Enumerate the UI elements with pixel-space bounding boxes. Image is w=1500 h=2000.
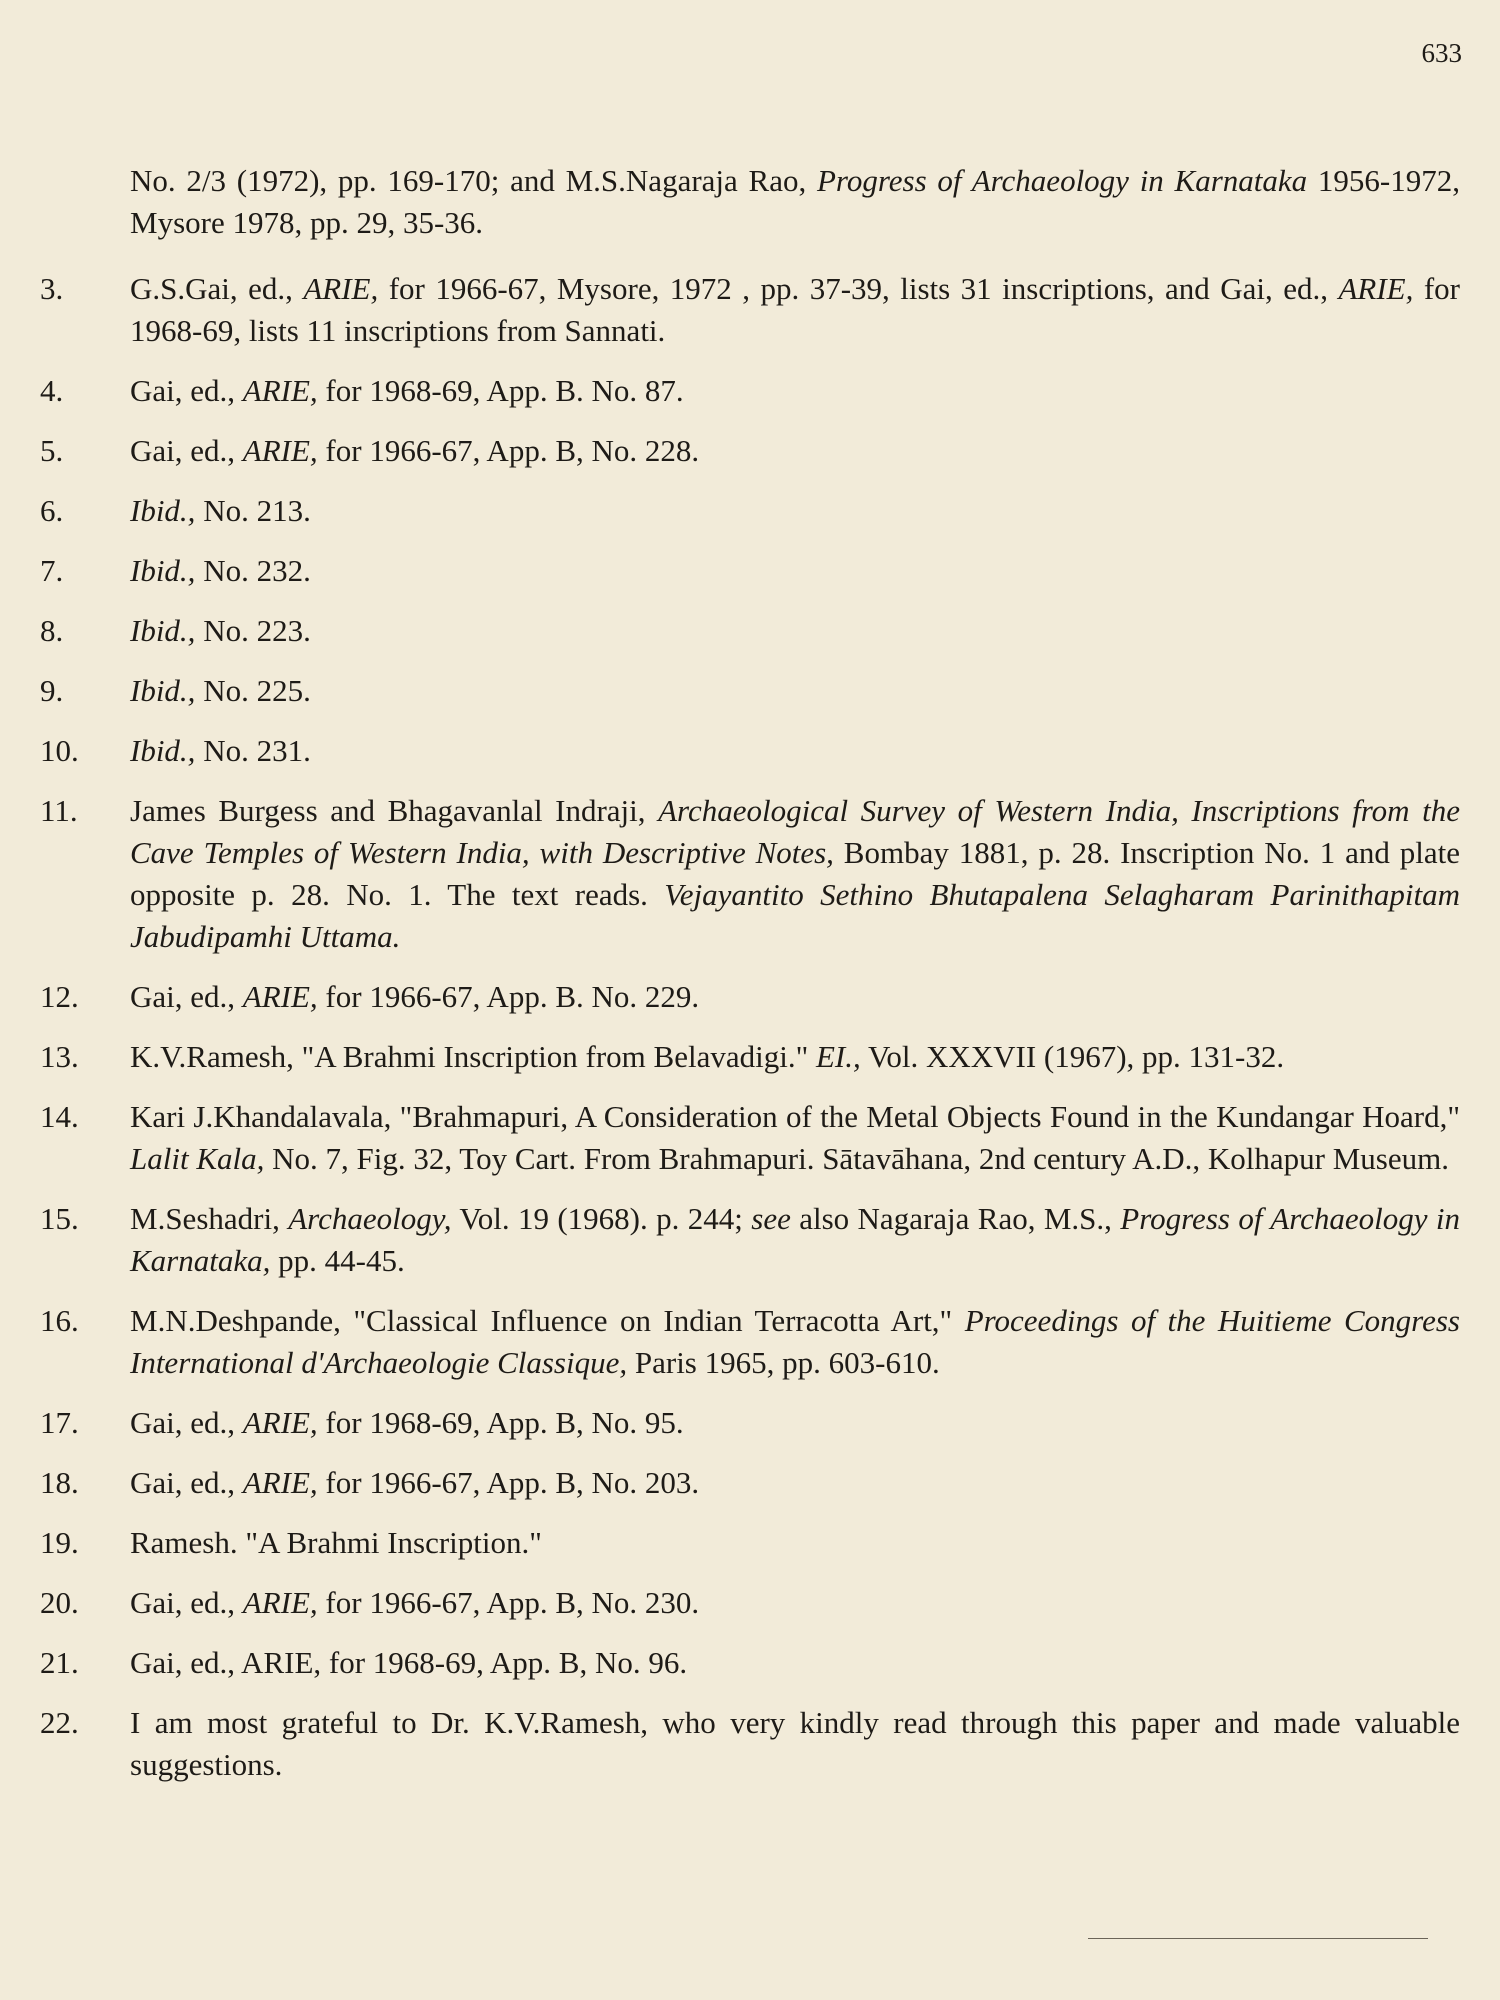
italic-text: Progress of Archaeology in Karnataka	[816, 163, 1308, 198]
text-run: pp. 44-45.	[270, 1243, 405, 1278]
endnote-continuation	[40, 160, 1460, 244]
text-run: 1956-1972, Mysore 1978, pp. 29, 35-36.	[130, 163, 1460, 240]
endnote-list	[40, 268, 1460, 1786]
text-run: for 1966-67, App. B. No. 229.	[317, 979, 700, 1014]
italic-text: Ibid.,	[130, 673, 196, 708]
endnote-number: 8.	[40, 613, 64, 648]
text-run: M.N.Deshpande, "Classical Influence on Indian Terracotta Art,"	[130, 1303, 965, 1338]
italic-text: Proceedings of the Huitieme Congress International d'Archaeologie Classique,	[130, 1303, 1460, 1380]
endnote-text	[130, 1582, 1460, 1624]
text-run: for 1968-69, App. B. No. 87.	[317, 373, 684, 408]
italic-text: Progress of Archaeology in Karnataka,	[130, 1201, 1461, 1278]
endnote-number: 18.	[40, 1465, 79, 1500]
text-run: M.Seshadri,	[130, 1201, 289, 1236]
text-run: Paris 1965, pp. 603-610.	[627, 1345, 940, 1380]
text-run: Gai, ed.,	[130, 1465, 243, 1500]
endnote-text	[130, 790, 1460, 958]
italic-text: see	[751, 1201, 791, 1236]
footnote-rule	[1088, 1938, 1428, 1939]
endnote-text	[130, 670, 1460, 712]
text-run: Gai, ed., ARIE, for 1968-69, App. B, No. 96.	[130, 1645, 688, 1680]
text-run: James Burgess and Bhagavanlal Indraji,	[130, 793, 659, 828]
text-run: No. 7, Fig. 32, Toy Cart. From Brahmapuri. Sātavāhana, 2nd century A.D., Kolhapur Museum.	[264, 1141, 1449, 1176]
endnote-text	[130, 1702, 1460, 1786]
endnote-text	[40, 160, 1460, 244]
text-run: also Nagaraja Rao, M.S.,	[790, 1201, 1121, 1236]
endnote-number: 10.	[40, 733, 79, 768]
text-run: for 1966-67, App. B, No. 203.	[317, 1465, 700, 1500]
italic-text: Lalit Kala,	[130, 1141, 265, 1176]
page-number: 633	[1421, 38, 1462, 68]
endnote-text	[130, 1462, 1460, 1504]
italic-text: Ibid.,	[130, 553, 196, 588]
endnote-number: 22.	[40, 1705, 79, 1740]
endnote-number: 5.	[40, 433, 64, 468]
endnote-text	[130, 1300, 1460, 1384]
endnote-19	[40, 1522, 1460, 1564]
endnote-text	[130, 1198, 1460, 1282]
text-run: for 1968-69, lists 11 inscriptions from Sannati.	[130, 271, 1460, 348]
endnote-13	[40, 1036, 1460, 1078]
text-run: for 1966-67, App. B, No. 228.	[317, 433, 700, 468]
endnote-text	[130, 268, 1460, 352]
italic-text: Archaeology,	[288, 1201, 452, 1236]
endnote-21	[40, 1642, 1460, 1684]
endnote-number: 21.	[40, 1645, 79, 1680]
endnote-4	[40, 370, 1460, 412]
italic-text: ARIE,	[242, 373, 318, 408]
endnote-text	[130, 490, 1460, 532]
endnote-6	[40, 490, 1460, 532]
endnote-number: 6.	[40, 493, 64, 528]
text-run: I am most grateful to Dr. K.V.Ramesh, who very kindly read through this paper and made valuable suggestions.	[130, 1705, 1460, 1782]
endnote-17	[40, 1402, 1460, 1444]
italic-text: ARIE,	[1338, 271, 1414, 306]
endnote-3	[40, 268, 1460, 352]
text-run: Vol. XXXVII (1967), pp. 131-32.	[860, 1039, 1285, 1074]
endnote-number: 15.	[40, 1201, 79, 1236]
italic-text: ARIE,	[242, 1585, 318, 1620]
italic-text: EI.,	[815, 1039, 861, 1074]
endnote-text	[130, 730, 1460, 772]
endnote-number: 11.	[40, 793, 78, 828]
text-run: G.S.Gai, ed.,	[130, 271, 304, 306]
endnote-20	[40, 1582, 1460, 1624]
italic-text: ARIE,	[242, 1465, 318, 1500]
endnote-number: 3.	[40, 271, 64, 306]
endnote-number: 14.	[40, 1099, 79, 1134]
text-run: for 1966-67, Mysore, 1972 , pp. 37-39, lists 31 inscriptions, and Gai, ed.,	[378, 271, 1339, 306]
endnote-16	[40, 1300, 1460, 1384]
italic-text: Ibid.,	[130, 493, 196, 528]
endnote-text	[130, 610, 1460, 652]
endnote-number: 16.	[40, 1303, 79, 1338]
endnote-11	[40, 790, 1460, 958]
endnote-15	[40, 1198, 1460, 1282]
endnote-14	[40, 1096, 1460, 1180]
endnote-text	[130, 430, 1460, 472]
italic-text: ARIE,	[303, 271, 379, 306]
endnote-10	[40, 730, 1460, 772]
endnote-12	[40, 976, 1460, 1018]
text-run: Gai, ed.,	[130, 1405, 243, 1440]
endnote-number: 9.	[40, 673, 64, 708]
italic-text: Ibid.,	[130, 733, 196, 768]
endnotes	[40, 160, 1460, 1804]
endnote-number: 13.	[40, 1039, 79, 1074]
text-run: No. 2/3 (1972), pp. 169-170; and M.S.Nagaraja Rao,	[130, 163, 817, 198]
italic-text: Ibid.,	[130, 613, 196, 648]
text-run: No. 225.	[195, 673, 311, 708]
italic-text: Vejayantito Sethino Bhutapalena Selagharam Parinithapitam Jabudipamhi Uttama.	[130, 877, 1460, 954]
text-run: for 1966-67, App. B, No. 230.	[317, 1585, 700, 1620]
endnote-number: 7.	[40, 553, 64, 588]
italic-text: ARIE,	[242, 1405, 318, 1440]
text-run: No. 231.	[195, 733, 311, 768]
italic-text: Archaeological Survey of Western India, Inscriptions from the Cave Temples of Western India, with Descriptive Notes,	[130, 793, 1460, 870]
text-run: No. 232.	[195, 553, 311, 588]
text-run: Gai, ed.,	[130, 979, 243, 1014]
text-run: Gai, ed.,	[130, 1585, 243, 1620]
italic-text: ARIE,	[242, 433, 318, 468]
endnote-5	[40, 430, 1460, 472]
endnote-7	[40, 550, 1460, 592]
text-run: Kari J.Khandalavala, "Brahmapuri, A Consideration of the Metal Objects Found in the Kundangar Hoard,"	[130, 1099, 1460, 1134]
text-run: No. 223.	[195, 613, 311, 648]
endnote-text	[130, 370, 1460, 412]
endnote-8	[40, 610, 1460, 652]
endnote-text	[130, 1402, 1460, 1444]
endnote-number: 12.	[40, 979, 79, 1014]
endnote-number: 19.	[40, 1525, 79, 1560]
italic-text: ARIE,	[242, 979, 318, 1014]
endnote-text	[130, 1522, 1460, 1564]
endnote-9	[40, 670, 1460, 712]
endnote-text	[130, 1096, 1460, 1180]
text-run: Gai, ed.,	[130, 373, 243, 408]
endnote-text	[130, 976, 1460, 1018]
text-run: for 1968-69, App. B, No. 95.	[317, 1405, 684, 1440]
text-run: Gai, ed.,	[130, 433, 243, 468]
endnote-18	[40, 1462, 1460, 1504]
text-run: Ramesh. "A Brahmi Inscription."	[130, 1525, 542, 1560]
endnote-number: 20.	[40, 1585, 79, 1620]
endnote-text	[130, 1036, 1460, 1078]
text-run: Vol. 19 (1968). p. 244;	[451, 1201, 752, 1236]
endnote-number: 17.	[40, 1405, 79, 1440]
endnote-number: 4.	[40, 373, 64, 408]
text-run: K.V.Ramesh, "A Brahmi Inscription from Belavadigi."	[130, 1039, 816, 1074]
endnote-22	[40, 1702, 1460, 1786]
endnote-text	[130, 1642, 1460, 1684]
text-run: Bombay 1881, p. 28. Inscription No. 1 and plate opposite p. 28. No. 1. The text reads.	[130, 835, 1460, 912]
text-run: No. 213.	[195, 493, 311, 528]
endnote-text	[130, 550, 1460, 592]
